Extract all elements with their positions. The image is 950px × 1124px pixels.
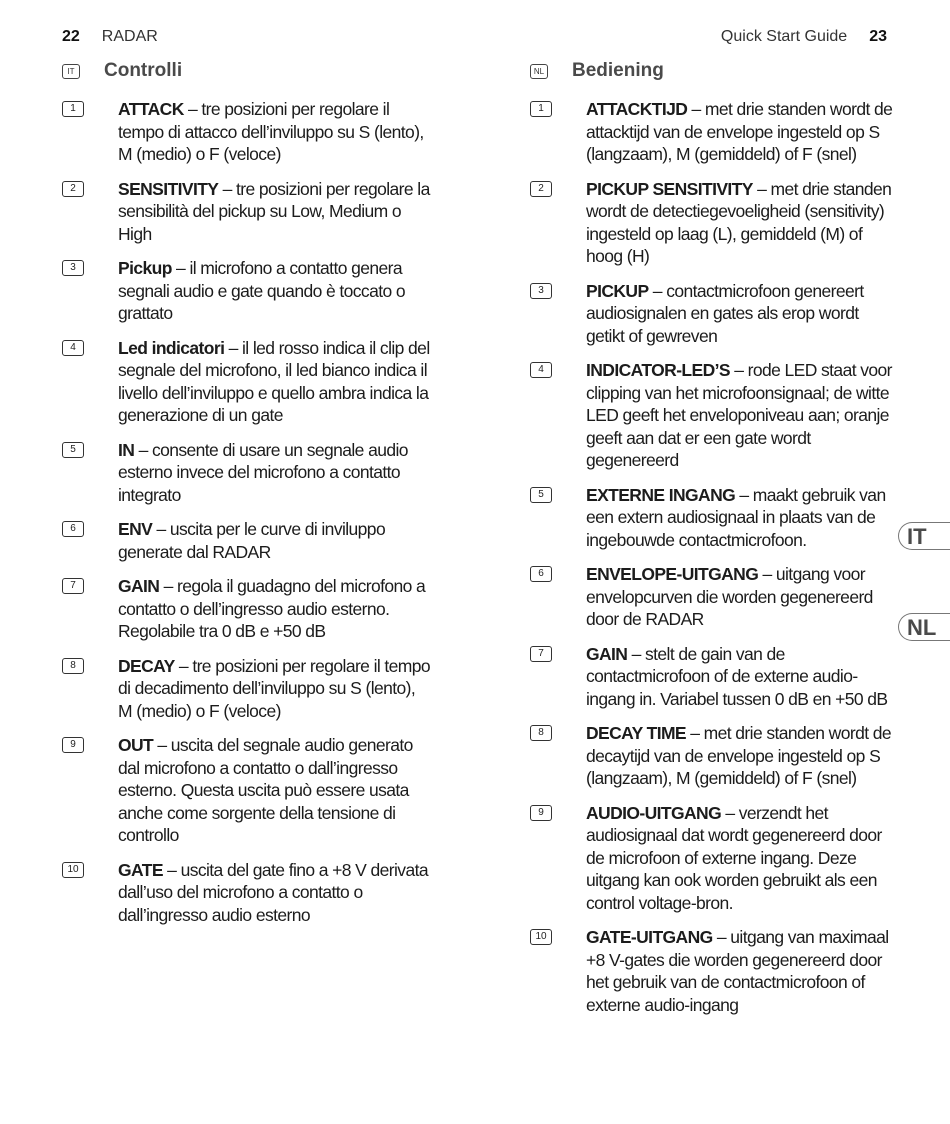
item-text: – maakt gebruik van een extern audiosignaal in plaats van de ingebouwde contactmicrofoon. (586, 484, 886, 550)
item-number-badge: 9 (62, 737, 84, 753)
control-item (62, 178, 432, 246)
item-number-badge: 5 (62, 442, 84, 458)
item-description (118, 734, 432, 847)
italian-column (62, 58, 432, 938)
item-term: ENV (118, 519, 153, 539)
control-item (62, 575, 432, 643)
section-title: Bediening (572, 60, 664, 81)
item-number-badge: 2 (530, 181, 552, 197)
item-text: – met drie standen wordt de detectiegevoeligheid (sensitivity) ingesteld op laag (L), gemiddeld (M) of hoog (H) (586, 178, 892, 266)
item-term: INDICATOR-LED’S (586, 360, 730, 380)
right-running-title: Quick Start Guide (720, 28, 848, 45)
dutch-column (530, 58, 900, 1028)
section-title: Controlli (104, 60, 183, 81)
item-description (118, 575, 432, 643)
item-description (118, 98, 432, 166)
header-right (721, 28, 887, 46)
item-text: – uscita per le curve di inviluppo generate dal RADAR (118, 519, 386, 562)
item-number-badge: 6 (530, 566, 552, 582)
item-text: – tre posizioni per regolare la sensibilità del pickup su Low, Medium o High (118, 178, 430, 244)
section-header-italian (62, 58, 432, 84)
item-number-badge: 10 (62, 862, 84, 878)
control-item (530, 280, 900, 348)
item-description (118, 655, 432, 723)
item-text: – uscita del segnale audio generato dal microfono a contatto o dall’ingresso esterno. Questa uscita può essere usata anche come sorgente della tensione di controllo (118, 735, 413, 845)
item-term: DECAY TIME (586, 723, 686, 743)
control-item (530, 802, 900, 915)
item-number-badge: 7 (530, 646, 552, 662)
item-text: – verzendt het audiosignaal dat wordt gegenereerd door de microfoon of externe ingang. Deze uitgang kan ook worden gebruikt als een control voltage-bron. (586, 802, 882, 913)
item-text: – uscita del gate fino a +8 V derivata dall’uso del microfono a contatto o dall’ingresso audio esterno (118, 859, 428, 925)
item-number-badge: 8 (62, 658, 84, 674)
item-number-badge: 5 (530, 487, 552, 503)
control-item (530, 926, 900, 1016)
item-description (118, 859, 432, 927)
control-item (62, 98, 432, 166)
item-term: GATE (118, 859, 163, 880)
controls-list (530, 98, 900, 1016)
item-description (118, 439, 432, 507)
item-number-badge: 3 (62, 260, 84, 276)
item-term: ATTACKTIJD (586, 99, 688, 119)
item-number-badge: 8 (530, 725, 552, 741)
item-term: Led indicatori (118, 337, 225, 358)
left-page-number: 22 (62, 28, 80, 45)
item-text: – tre posizioni per regolare il tempo di decadimento dell’inviluppo su S (lento), M (medio) o F (veloce) (118, 655, 431, 721)
item-text: – regola il guadagno del microfono a contatto o dell’ingresso audio esterno. Regolabile tra 0 dB e +50 dB (118, 576, 426, 641)
item-number-badge: 1 (62, 101, 84, 117)
language-code-badge: NL (530, 64, 548, 79)
control-item (62, 734, 432, 847)
item-text: – uitgang voor envelopcurven die worden gegenereerd door de RADAR (586, 564, 873, 629)
controls-list (62, 98, 432, 926)
item-number-badge: 3 (530, 283, 552, 299)
language-tab-it[interactable]: IT (898, 522, 950, 550)
item-description (586, 802, 900, 915)
item-text: – consente di usare un segnale audio esterno invece del microfono a contatto integrato (118, 439, 408, 505)
item-number-badge: 10 (530, 929, 552, 945)
item-description (586, 722, 900, 790)
item-description (118, 337, 432, 427)
item-number-badge: 7 (62, 578, 84, 594)
item-term: GATE-UITGANG (586, 927, 713, 947)
item-number-badge: 9 (530, 805, 552, 821)
item-term: SENSITIVITY (118, 178, 219, 199)
item-term: ENVELOPE-UITGANG (586, 564, 759, 584)
item-text: – il microfono a contatto genera segnali audio e gate quando è toccato o grattato (118, 258, 405, 323)
item-text: – tre posizioni per regolare il tempo di attacco dell’inviluppo su S (lento), M (medio) o F (veloce) (118, 99, 424, 164)
control-item (530, 98, 900, 166)
section-header-dutch (530, 58, 900, 84)
item-text: – met drie standen wordt de decaytijd van de envelope ingesteld op S (langzaam), M (gemiddeld) of F (snel) (586, 723, 891, 788)
item-number-badge: 6 (62, 521, 84, 537)
language-code-badge: IT (62, 64, 80, 79)
item-term: GAIN (586, 643, 628, 664)
item-term: ATTACK (118, 99, 184, 119)
item-number-badge: 2 (62, 181, 84, 197)
control-item (62, 859, 432, 927)
control-item (530, 563, 900, 631)
control-item (530, 178, 900, 268)
control-item (62, 257, 432, 325)
item-description (586, 926, 900, 1016)
control-item (530, 359, 900, 472)
item-description (118, 518, 432, 563)
item-description (586, 643, 900, 711)
left-running-title: RADAR (101, 28, 158, 45)
item-number-badge: 1 (530, 101, 552, 117)
item-description (586, 359, 900, 472)
control-item (530, 484, 900, 552)
control-item (62, 518, 432, 563)
item-description (586, 484, 900, 552)
item-number-badge: 4 (530, 362, 552, 378)
item-text: – met drie standen wordt de attacktijd van de envelope ingesteld op S (langzaam), M (gemiddeld) of F (snel) (586, 99, 893, 164)
item-term: Pickup (118, 258, 172, 278)
item-number-badge: 4 (62, 340, 84, 356)
control-item (62, 655, 432, 723)
control-item (62, 439, 432, 507)
item-text: – il led rosso indica il clip del segnale del microfono, il led bianco indica il livello dell’inviluppo e quello ambra indica la generazione di un gate (118, 337, 430, 425)
item-term: OUT (118, 735, 154, 755)
item-term: PICKUP SENSITIVITY (586, 178, 753, 199)
header-left (62, 28, 158, 46)
item-text: – rode LED staat voor clipping van het microfoonsignaal; de witte LED geeft het enveloponiveau aan; oranje geeft aan dat er een gate wordt gegenereerd (586, 360, 892, 470)
control-item (62, 337, 432, 427)
item-description (586, 280, 900, 348)
item-term: IN (118, 439, 135, 460)
control-item (530, 643, 900, 711)
control-item (530, 722, 900, 790)
item-term: AUDIO-UITGANG (586, 802, 722, 823)
item-text: – stelt de gain van de contactmicrofoon of de externe audio-ingang in. Variabel tussen 0 dB en +50 dB (586, 643, 888, 709)
item-description (586, 563, 900, 631)
item-description (586, 98, 900, 166)
item-description (586, 178, 900, 268)
item-description (118, 178, 432, 246)
item-term: DECAY (118, 655, 175, 676)
item-text: – contactmicrofoon genereert audiosignalen en gates als erop wordt getikt of gewreven (586, 280, 864, 346)
language-tab-nl[interactable]: NL (898, 613, 950, 641)
item-term: EXTERNE INGANG (586, 484, 736, 505)
item-description (118, 257, 432, 325)
item-term: PICKUP (586, 280, 649, 301)
right-page-number: 23 (869, 28, 887, 45)
item-term: GAIN (118, 576, 160, 596)
item-text: – uitgang van maximaal +8 V-gates die worden gegenereerd door het gebruik van de contactmicrofoon of externe audio-ingang (586, 927, 889, 1015)
